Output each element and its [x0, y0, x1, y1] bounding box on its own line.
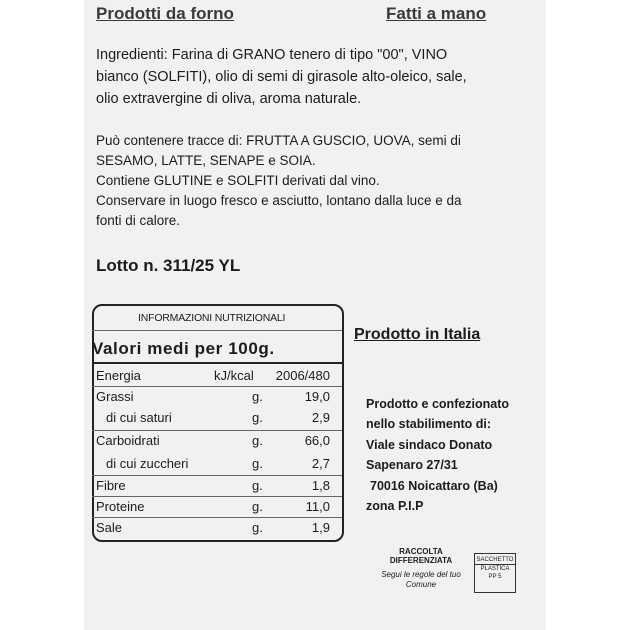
nutrition-row: [96, 456, 338, 474]
ingredients-line: bianco (SOLFITI), olio di semi di girasole alto-oleico, sale,: [96, 69, 467, 85]
nutrient-value: 2,7: [311, 456, 330, 471]
nutrient-unit: g.: [252, 456, 263, 471]
lot-number: Lotto n. 311/25 YL: [96, 256, 241, 275]
nutrient-unit: g.: [252, 520, 263, 535]
bag-label: SACCHETTO: [476, 557, 514, 563]
divider: [92, 496, 342, 497]
nutrient-name: Proteine: [96, 499, 145, 514]
ingredients-line: olio extravergine di oliva, aroma naturale.: [96, 91, 362, 107]
allergens-line: Può contenere tracce di: FRUTTA A GUSCIO, UOVA, semi di: [96, 133, 461, 148]
nutrient-unit: g.: [252, 478, 263, 493]
nutrient-name: Energia: [96, 368, 141, 383]
producer-line: Sapenaro 27/31: [366, 458, 458, 472]
handmade-heading: Fatti a mano: [386, 4, 487, 23]
bag-recycling-icon: [474, 553, 516, 593]
nutrient-value: 66,0: [304, 433, 330, 448]
nutrient-value: 2006/480: [275, 368, 330, 383]
allergens-line: SESAMO, LATTE, SENAPE e SOIA.: [96, 153, 316, 168]
nutrition-row: [96, 478, 338, 496]
nutrient-unit: g.: [252, 410, 263, 425]
nutrition-row: [96, 499, 338, 517]
bag-material: PLASTICA: [480, 566, 510, 572]
nutrient-unit: kJ/kcal: [214, 368, 254, 383]
nutrient-name: di cui saturi: [106, 410, 172, 425]
nutrient-value: 1,9: [311, 520, 330, 535]
nutrition-row: [96, 520, 338, 538]
allergens-line: Conservare in luogo fresco e asciutto, lontano dalla luce e da: [96, 193, 462, 208]
nutrition-row: [96, 389, 338, 407]
divider: [92, 330, 342, 331]
allergens-line: fonti di calore.: [96, 213, 181, 228]
nutrition-row: [96, 410, 338, 428]
divider: [92, 386, 342, 387]
nutrition-energy-row: [96, 368, 338, 386]
origin-heading: Prodotto in Italia: [354, 326, 481, 343]
nutrient-unit: g.: [252, 499, 263, 514]
nutrient-unit: g.: [252, 433, 263, 448]
allergens-line: Contiene GLUTINE e SOLFITI derivati dal vino.: [96, 173, 380, 188]
nutrient-value: 11,0: [305, 499, 330, 514]
producer-line: zona P.I.P: [366, 499, 424, 513]
nutrition-title: INFORMAZIONI NUTRIZIONALI: [138, 312, 286, 324]
nutrient-value: 1,8: [311, 478, 330, 493]
producer-line: Prodotto e confezionato: [366, 397, 510, 411]
recycling-title: RACCOLTA DIFFERENZIATA: [389, 547, 453, 565]
nutrient-unit: g.: [252, 389, 263, 404]
divider: [92, 362, 342, 364]
nutrient-name: Sale: [96, 520, 123, 535]
nutrient-name: di cui zuccheri: [106, 456, 189, 471]
divider: [92, 430, 342, 431]
nutrition-subtitle: Valori medi per 100g.: [92, 339, 275, 358]
producer-line: nello stabilimento di:: [366, 417, 492, 431]
ingredients-line: Ingredienti: Farina di GRANO tenero di tipo "00", VINO: [96, 47, 448, 63]
recycling-note: Segui le regole del tuo Comune: [381, 570, 461, 589]
producer-line: 70016 Noicattaro (Ba): [370, 479, 498, 493]
category-heading: Prodotti da forno: [96, 4, 234, 23]
nutrient-name: Carboidrati: [96, 433, 160, 448]
divider: [92, 517, 342, 518]
nutrient-value: 19,0: [304, 389, 330, 404]
bag-code: PP 5: [488, 574, 502, 580]
producer-line: Viale sindaco Donato: [366, 438, 493, 452]
nutrient-name: Fibre: [96, 478, 126, 493]
nutrition-row: [96, 433, 338, 451]
divider: [92, 475, 342, 476]
nutrient-value: 2,9: [311, 410, 330, 425]
nutrient-name: Grassi: [96, 389, 134, 404]
